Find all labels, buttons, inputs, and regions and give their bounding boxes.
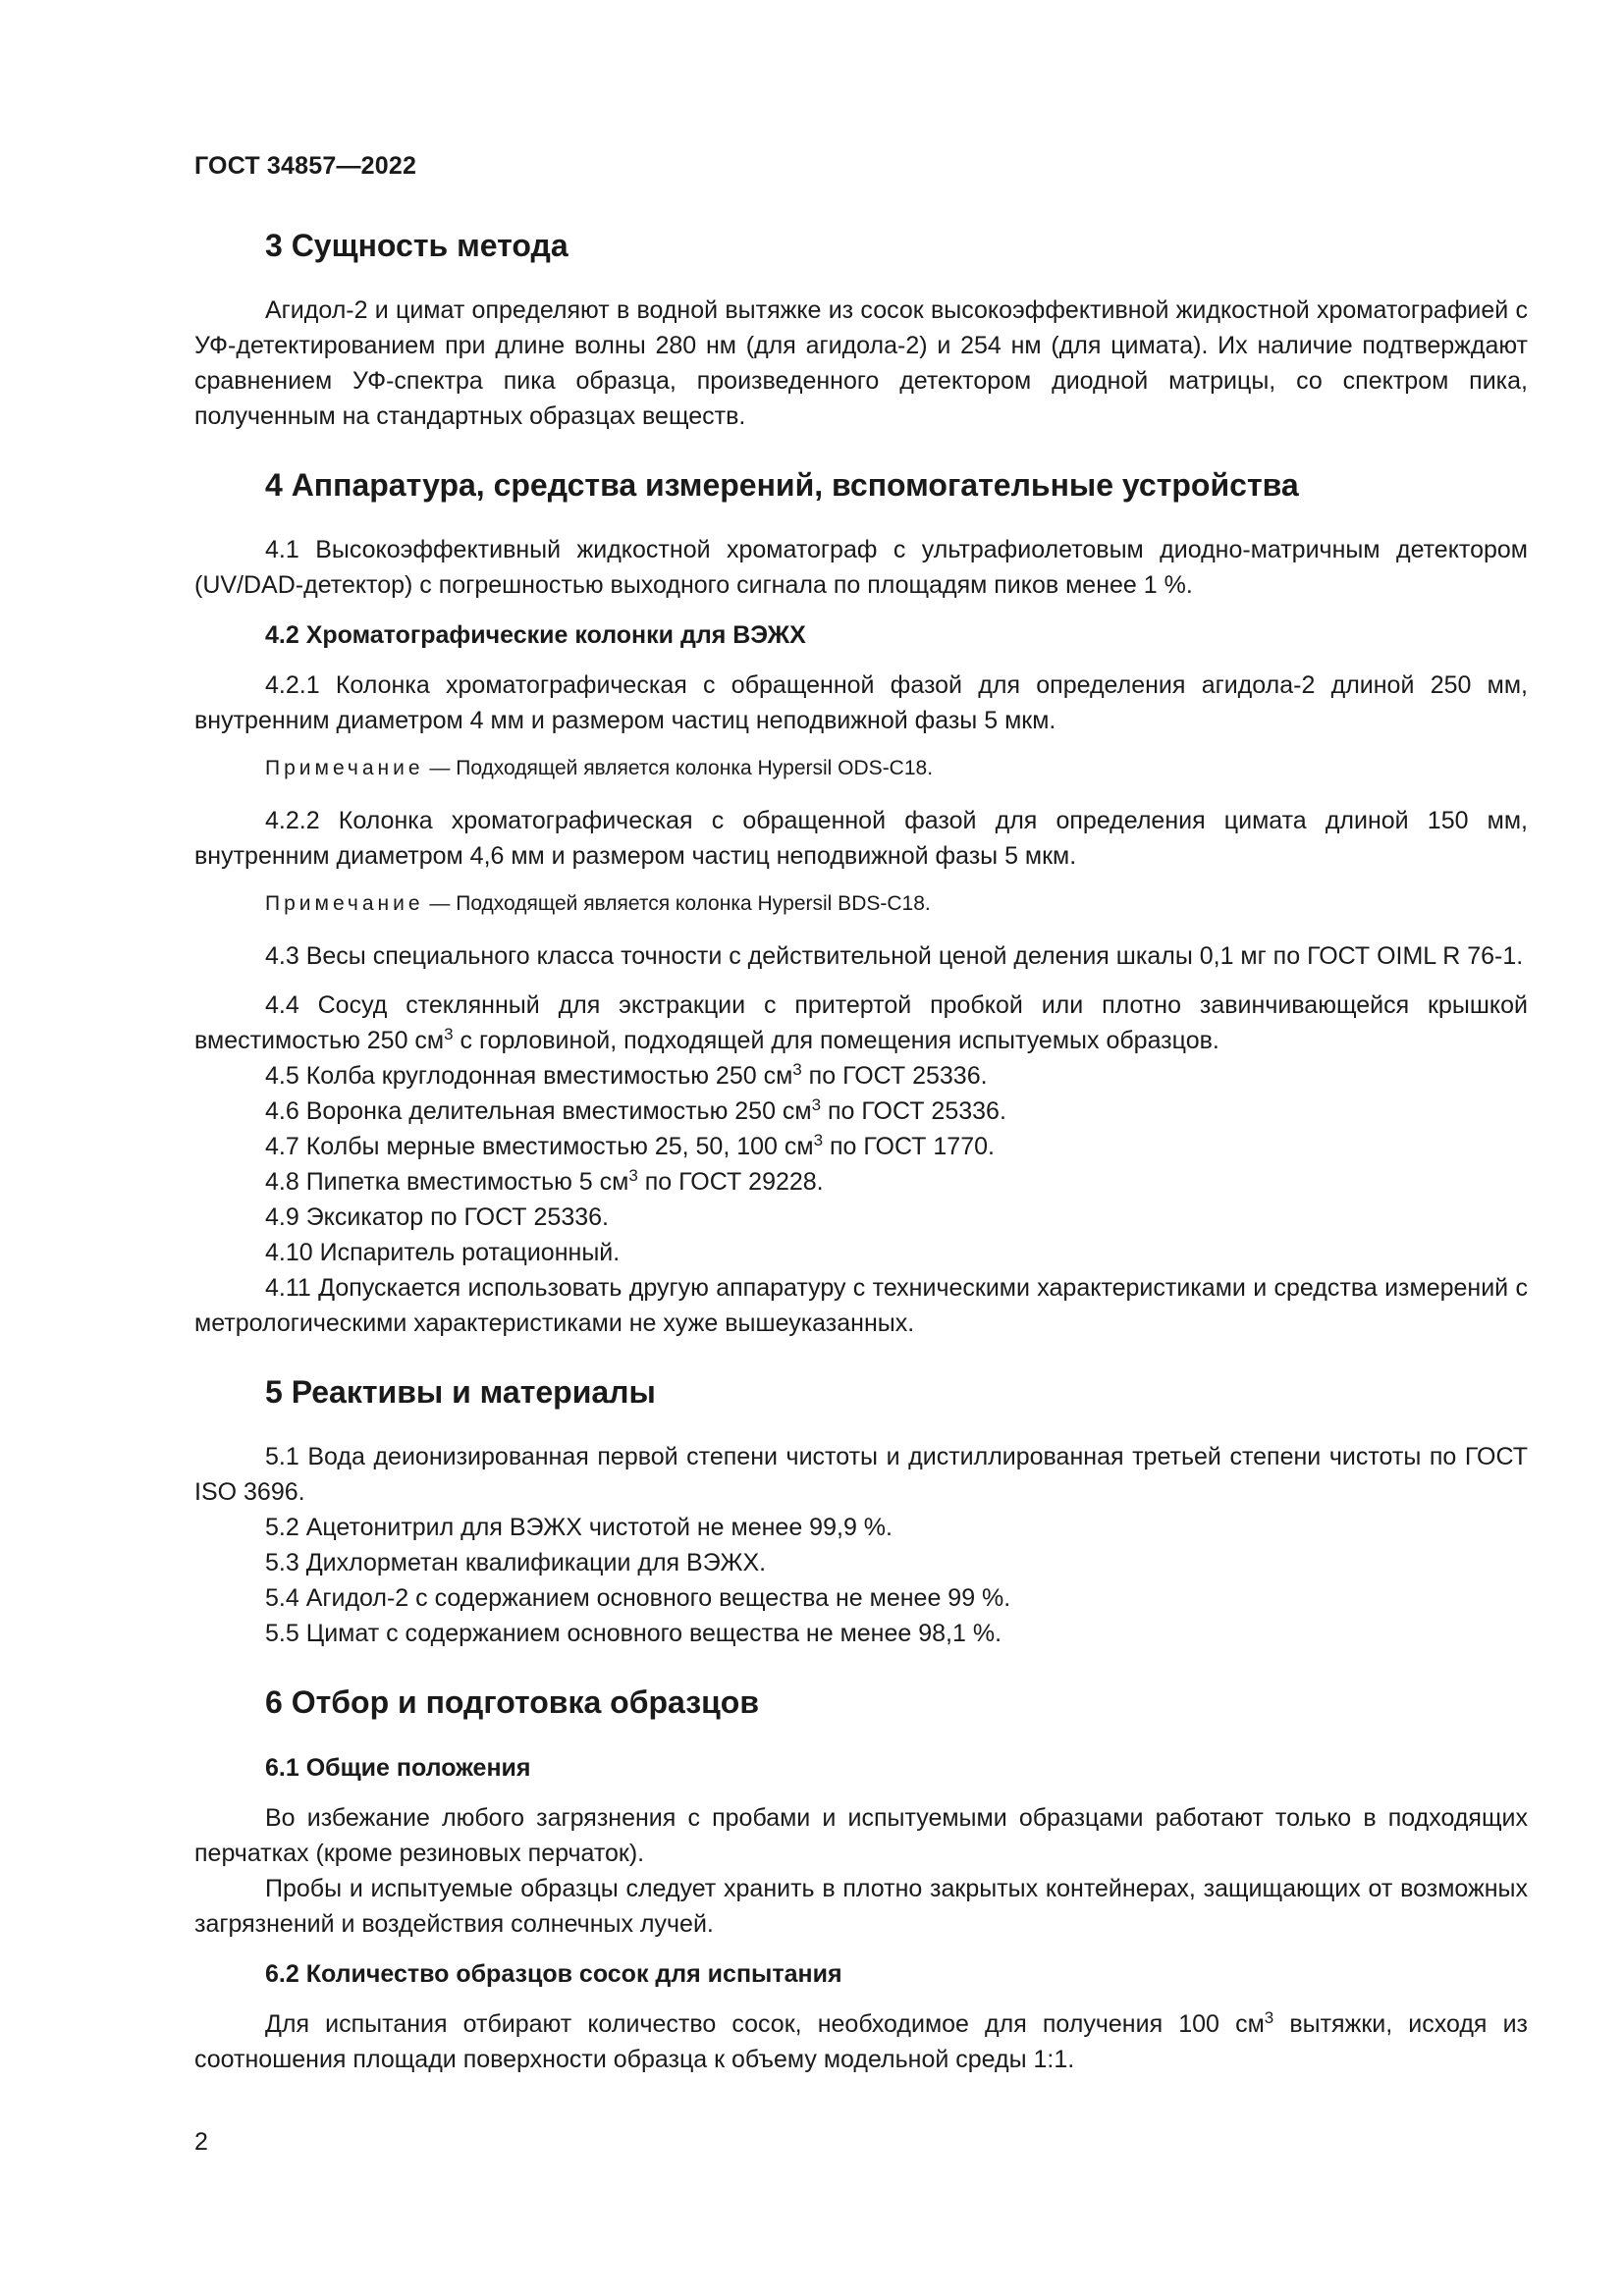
- paragraph-4-4: 4.4 Сосуд стеклянный для экстракции с притертой пробкой или плотно завинчивающейся крышкой вместимостью 250 $см^3$ с горловиной, подходящей для помещения испытуемых образцов.: [194, 991, 1528, 1054]
- section-3-title: 3 Сущность метода: [265, 228, 568, 263]
- paragraph-5-4: 5.4 Агидол-2 с содержанием основного вещества не менее 99 %.: [265, 1584, 1011, 1612]
- note-2: [194, 887, 1528, 921]
- paragraph-6-1-b: Пробы и испытуемые образцы следует хранить в плотно закрытых контейнерах, защищающих от возможных загрязнений и воздействия солнечных лучей.: [194, 1875, 1528, 1938]
- paragraph-6-2: Для испытания отбирают количество сосок, необходимое для получения 100 $см^3$ вытяжки, исходя из соотношения площади поверхности образца к объему модельной среды 1:1.: [194, 2008, 1528, 2073]
- section-4-title: 4 Аппаратура, средства измерений, вспомогательные устройства: [265, 467, 1299, 503]
- document-header: ГОСТ 34857—2022: [194, 152, 417, 180]
- paragraph-5-1: 5.1 Вода деионизированная первой степени чистоты и дистиллированная третьей степени чистоты по ГОСТ ISO 3696.: [194, 1443, 1528, 1506]
- note-1: [194, 752, 1528, 785]
- document-body: [194, 224, 1528, 2077]
- paragraph-4-5: 4.5 Колба круглодонная вместимостью 250 $см^3$ по ГОСТ 25336.: [265, 1060, 988, 1090]
- paragraph-4-8: 4.8 Пипетка вместимостью 5 $см^3$ по ГОСТ 29228.: [265, 1166, 824, 1196]
- note-1-text: — Подходящей является колонка Hypersil ODS-C18.: [423, 757, 934, 779]
- note-label: Примечание: [265, 892, 424, 915]
- paragraph-6-1-a: Во избежание любого загрязнения с пробами и испытуемыми образцами работают только в подходящих перчатках (кроме резиновых перчаток).: [194, 1804, 1528, 1867]
- section-6-title: 6 Отбор и подготовка образцов: [265, 1684, 759, 1720]
- subsection-6-1-title: 6.1 Общие положения: [265, 1754, 531, 1782]
- subsection-6-2-title: 6.2 Количество образцов сосок для испытания: [265, 1960, 842, 1988]
- paragraph-4-2-1: 4.2.1 Колонка хроматографическая с обращенной фазой для определения агидола-2 длиной 250 мм, внутренним диаметром 4 мм и размером частиц неподвижной фазы 5 мкм.: [194, 671, 1528, 734]
- subsection-4-2-title: 4.2 Хроматографические колонки для ВЭЖХ: [265, 621, 806, 649]
- paragraph-5-5: 5.5 Цимат с содержанием основного вещества не менее 98,1 %.: [265, 1620, 1002, 1647]
- paragraph-4-11: 4.11 Допускается использовать другую аппаратуру с техническими характеристиками и средства измерений с метрологическими характеристиками не хуже вышеуказанных.: [194, 1274, 1528, 1337]
- paragraph-4-2-2: 4.2.2 Колонка хроматографическая с обращенной фазой для определения цимата длиной 150 мм, внутренним диаметром 4,6 мм и размером частиц неподвижной фазы 5 мкм.: [194, 807, 1528, 870]
- paragraph-4-1: 4.1 Высокоэффективный жидкостной хроматограф с ультрафиолетовым диодно-матричным детектором (UV/DAD-детектор) с погрешностью выходного сигнала по площадям пиков менее 1 %.: [194, 536, 1528, 599]
- note-label: Примечание: [265, 757, 424, 779]
- paragraph-4-10: 4.10 Испаритель ротационный.: [265, 1239, 621, 1266]
- paragraph-4-9: 4.9 Эксикатор по ГОСТ 25336.: [265, 1203, 609, 1231]
- section-3-paragraph: Агидол-2 и цимат определяют в водной вытяжке из сосок высокоэффективной жидкостной хроматографией с УФ-детектированием при длине волны 280 нм (для агидола-2) и 254 нм (для цимата). Их наличие подтверждают сравнением УФ-спектра пика образца, произведенного детектором диодной матрицы, со спектром пика, полученным на стандартных образцах веществ.: [194, 296, 1528, 430]
- paragraph-5-2: 5.2 Ацетонитрил для ВЭЖХ чистотой не менее 99,9 %.: [265, 1514, 893, 1541]
- paragraph-4-6: 4.6 Воронка делительная вместимостью 250 $см^3$ по ГОСТ 25336.: [265, 1095, 1006, 1125]
- paragraph-4-7: 4.7 Колбы мерные вместимостью 25, 50, 100 $см^3$ по ГОСТ 1770.: [265, 1131, 995, 1160]
- page-number: 2: [194, 2128, 208, 2156]
- paragraph-5-3: 5.3 Дихлорметан квалификации для ВЭЖХ.: [265, 1549, 767, 1576]
- paragraph-4-3: 4.3 Весы специального класса точности с действительной ценой деления шкалы 0,1 мг по ГОСТ OIML R 76-1.: [265, 942, 1524, 970]
- section-5-title: 5 Реактивы и материалы: [265, 1374, 656, 1410]
- note-2-text: — Подходящей является колонка Hypersil BDS-C18.: [423, 892, 931, 915]
